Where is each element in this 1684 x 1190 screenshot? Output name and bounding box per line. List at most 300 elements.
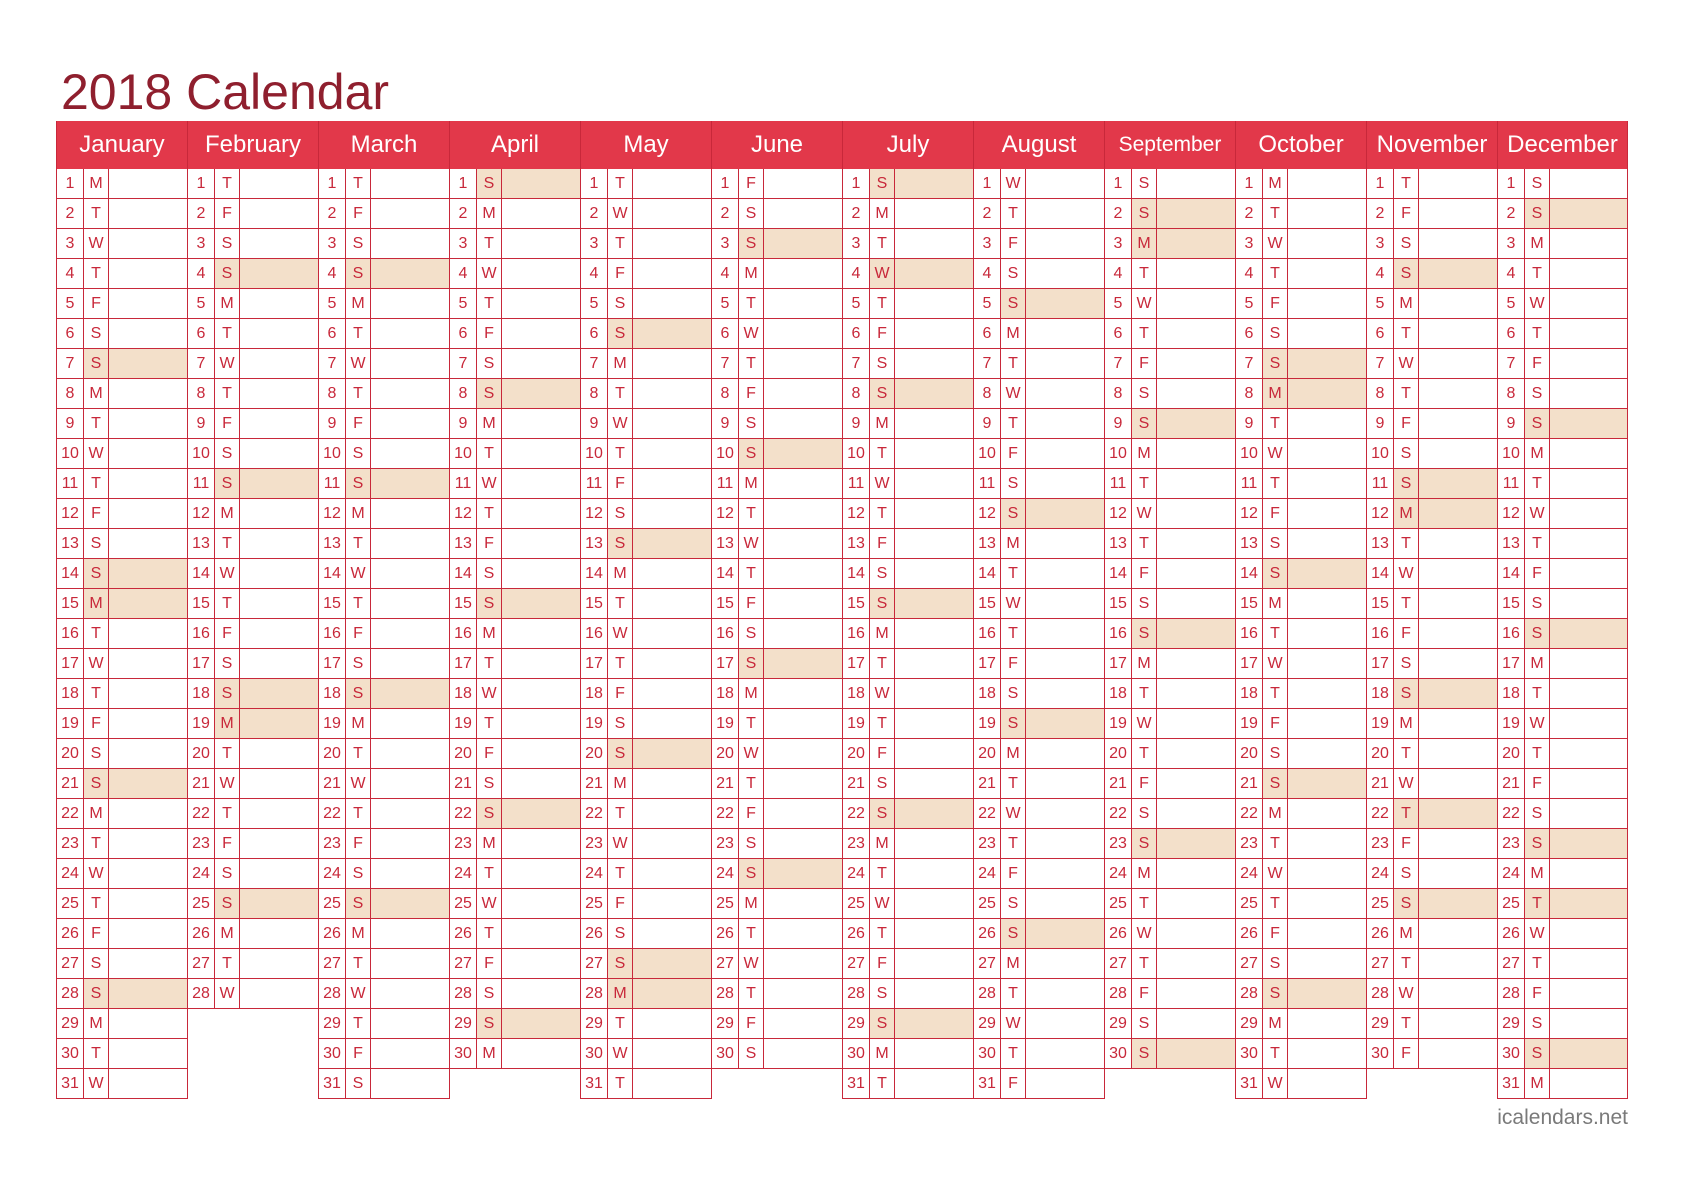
weekday-letter: S — [215, 469, 240, 498]
day-row — [581, 439, 711, 469]
day-row — [1236, 649, 1366, 679]
note-cell — [1419, 259, 1497, 288]
day-row — [1498, 709, 1627, 739]
day-number: 24 — [450, 859, 477, 888]
note-cell — [633, 829, 711, 858]
note-cell — [240, 289, 318, 318]
weekday-letter: S — [1525, 199, 1550, 228]
day-row — [1367, 289, 1497, 319]
day-number: 1 — [1236, 169, 1263, 198]
day-row — [1236, 259, 1366, 289]
day-number: 30 — [450, 1039, 477, 1068]
day-number: 18 — [974, 679, 1001, 708]
note-cell — [1026, 1009, 1104, 1038]
day-row — [1236, 529, 1366, 559]
note-cell — [764, 199, 842, 228]
weekday-letter: W — [84, 649, 109, 678]
day-row — [843, 499, 973, 529]
day-row — [188, 409, 318, 439]
weekday-letter: M — [346, 919, 371, 948]
day-number: 20 — [57, 739, 84, 768]
day-row — [450, 229, 580, 259]
weekday-letter: W — [84, 439, 109, 468]
day-number: 19 — [974, 709, 1001, 738]
day-row — [1367, 589, 1497, 619]
weekday-letter: T — [1263, 259, 1288, 288]
note-cell — [240, 499, 318, 528]
day-row — [1498, 379, 1627, 409]
day-row — [188, 979, 318, 1009]
note-cell — [633, 1069, 711, 1098]
note-cell — [764, 709, 842, 738]
weekday-letter: F — [870, 529, 895, 558]
note-cell — [764, 229, 842, 258]
day-row — [712, 1039, 842, 1069]
note-cell — [1026, 919, 1104, 948]
day-number: 15 — [1498, 589, 1525, 618]
day-number: 1 — [188, 169, 215, 198]
day-number: 31 — [57, 1069, 84, 1098]
day-number: 23 — [57, 829, 84, 858]
day-number: 19 — [1236, 709, 1263, 738]
weekday-letter: F — [1001, 1069, 1026, 1098]
note-cell — [371, 469, 449, 498]
day-row — [712, 169, 842, 199]
weekday-letter: W — [215, 559, 240, 588]
day-row — [974, 1039, 1104, 1069]
note-cell — [240, 529, 318, 558]
day-row — [188, 949, 318, 979]
day-number: 25 — [1367, 889, 1394, 918]
weekday-letter: F — [1394, 199, 1419, 228]
note-cell — [1419, 889, 1497, 918]
weekday-letter: F — [1525, 769, 1550, 798]
day-row — [188, 649, 318, 679]
day-number: 6 — [319, 319, 346, 348]
day-row — [319, 469, 449, 499]
day-number: 24 — [1105, 859, 1132, 888]
day-number: 29 — [1236, 1009, 1263, 1038]
weekday-letter: W — [1394, 769, 1419, 798]
note-cell — [633, 559, 711, 588]
day-row — [1236, 1039, 1366, 1069]
note-cell — [1550, 889, 1627, 918]
day-row — [1236, 559, 1366, 589]
page-title: 2018 Calendar — [61, 64, 390, 120]
note-cell — [240, 709, 318, 738]
day-row — [1367, 919, 1497, 949]
day-row — [843, 229, 973, 259]
note-cell — [502, 739, 580, 768]
note-cell — [1157, 979, 1235, 1008]
note-cell — [1550, 589, 1627, 618]
weekday-letter: W — [346, 349, 371, 378]
day-row — [57, 799, 187, 829]
day-row — [1498, 649, 1627, 679]
note-cell — [633, 799, 711, 828]
day-number: 28 — [450, 979, 477, 1008]
weekday-letter: S — [84, 949, 109, 978]
note-cell — [1157, 559, 1235, 588]
day-row — [581, 259, 711, 289]
weekday-letter: F — [608, 679, 633, 708]
weekday-letter: W — [84, 1069, 109, 1098]
weekday-letter: T — [870, 649, 895, 678]
day-row — [319, 349, 449, 379]
day-number: 8 — [450, 379, 477, 408]
note-cell — [1550, 709, 1627, 738]
day-row — [188, 349, 318, 379]
note-cell — [633, 289, 711, 318]
day-row — [450, 199, 580, 229]
note-cell — [1419, 379, 1497, 408]
note-cell — [1157, 769, 1235, 798]
weekday-letter: T — [1001, 1039, 1026, 1068]
day-row — [57, 949, 187, 979]
day-number: 20 — [188, 739, 215, 768]
weekday-letter: S — [1394, 889, 1419, 918]
note-cell — [1026, 1069, 1104, 1098]
day-number: 15 — [581, 589, 608, 618]
note-cell — [109, 889, 187, 918]
note-cell — [895, 769, 973, 798]
weekday-letter: W — [1263, 439, 1288, 468]
day-row — [188, 229, 318, 259]
day-row — [974, 319, 1104, 349]
day-row — [319, 589, 449, 619]
note-cell — [1026, 679, 1104, 708]
note-cell — [764, 379, 842, 408]
note-cell — [371, 439, 449, 468]
day-number: 30 — [1236, 1039, 1263, 1068]
day-row — [57, 1009, 187, 1039]
day-number: 1 — [843, 169, 870, 198]
day-number: 5 — [188, 289, 215, 318]
day-row — [843, 559, 973, 589]
weekday-letter: S — [608, 529, 633, 558]
day-row — [581, 649, 711, 679]
note-cell — [502, 679, 580, 708]
weekday-letter: T — [477, 919, 502, 948]
weekday-letter: S — [870, 559, 895, 588]
note-cell — [1419, 619, 1497, 648]
note-cell — [109, 769, 187, 798]
weekday-letter: S — [1263, 349, 1288, 378]
day-number: 6 — [57, 319, 84, 348]
day-number: 25 — [1105, 889, 1132, 918]
day-number: 31 — [581, 1069, 608, 1098]
weekday-letter: T — [1001, 829, 1026, 858]
note-cell — [109, 739, 187, 768]
day-row — [450, 499, 580, 529]
day-number: 23 — [712, 829, 739, 858]
day-row — [581, 859, 711, 889]
day-number: 9 — [581, 409, 608, 438]
day-row — [1236, 319, 1366, 349]
day-number: 3 — [57, 229, 84, 258]
weekday-letter: M — [477, 619, 502, 648]
day-number: 1 — [57, 169, 84, 198]
day-number: 8 — [974, 379, 1001, 408]
weekday-letter: M — [346, 499, 371, 528]
weekday-letter: W — [84, 229, 109, 258]
note-cell — [1550, 379, 1627, 408]
note-cell — [240, 439, 318, 468]
weekday-letter: S — [1001, 679, 1026, 708]
weekday-letter: S — [870, 769, 895, 798]
day-row — [712, 1009, 842, 1039]
day-number: 16 — [712, 619, 739, 648]
day-number: 12 — [712, 499, 739, 528]
day-row — [974, 649, 1104, 679]
day-number: 26 — [1498, 919, 1525, 948]
day-number: 21 — [188, 769, 215, 798]
weekday-letter: W — [215, 349, 240, 378]
day-row — [1236, 589, 1366, 619]
day-row — [1367, 259, 1497, 289]
note-cell — [1550, 829, 1627, 858]
day-row — [843, 769, 973, 799]
day-row — [1498, 229, 1627, 259]
day-row — [319, 709, 449, 739]
day-row — [712, 829, 842, 859]
note-cell — [1026, 709, 1104, 738]
day-number: 22 — [1236, 799, 1263, 828]
day-number: 26 — [188, 919, 215, 948]
weekday-letter: S — [1394, 649, 1419, 678]
day-row — [1105, 679, 1235, 709]
day-row — [581, 379, 711, 409]
weekday-letter: S — [608, 919, 633, 948]
weekday-letter: S — [870, 349, 895, 378]
day-row — [450, 319, 580, 349]
day-number: 10 — [319, 439, 346, 468]
note-cell — [1026, 439, 1104, 468]
day-number: 9 — [319, 409, 346, 438]
weekday-letter: T — [739, 559, 764, 588]
note-cell — [1550, 169, 1627, 198]
note-cell — [633, 589, 711, 618]
day-number: 13 — [712, 529, 739, 558]
weekday-letter: T — [1525, 679, 1550, 708]
day-number: 9 — [188, 409, 215, 438]
day-number: 22 — [188, 799, 215, 828]
day-row — [1105, 919, 1235, 949]
note-cell — [109, 289, 187, 318]
day-number: 27 — [1236, 949, 1263, 978]
note-cell — [240, 469, 318, 498]
note-cell — [764, 439, 842, 468]
weekday-letter: T — [1001, 769, 1026, 798]
weekday-letter: T — [1394, 1009, 1419, 1038]
weekday-letter: F — [477, 529, 502, 558]
day-number: 28 — [581, 979, 608, 1008]
note-cell — [371, 229, 449, 258]
weekday-letter: W — [1132, 919, 1157, 948]
day-number: 30 — [974, 1039, 1001, 1068]
day-row — [1105, 409, 1235, 439]
day-number: 3 — [843, 229, 870, 258]
note-cell — [1157, 1039, 1235, 1068]
day-number: 31 — [319, 1069, 346, 1098]
weekday-letter: T — [1263, 1039, 1288, 1068]
day-number: 18 — [581, 679, 608, 708]
note-cell — [895, 1069, 973, 1098]
month-header: August — [974, 121, 1104, 169]
day-row — [57, 679, 187, 709]
note-cell — [1026, 619, 1104, 648]
day-number: 7 — [581, 349, 608, 378]
day-row — [843, 259, 973, 289]
note-cell — [109, 499, 187, 528]
weekday-letter: W — [1263, 1069, 1288, 1098]
note-cell — [240, 259, 318, 288]
note-cell — [1026, 979, 1104, 1008]
note-cell — [895, 829, 973, 858]
day-row — [843, 739, 973, 769]
note-cell — [502, 439, 580, 468]
note-cell — [764, 319, 842, 348]
weekday-letter: W — [1394, 559, 1419, 588]
day-number: 7 — [1105, 349, 1132, 378]
day-row — [1498, 469, 1627, 499]
day-number: 16 — [1236, 619, 1263, 648]
weekday-letter: F — [608, 889, 633, 918]
note-cell — [764, 259, 842, 288]
weekday-letter: S — [1001, 469, 1026, 498]
note-cell — [240, 769, 318, 798]
day-row — [188, 499, 318, 529]
day-row — [1367, 739, 1497, 769]
day-number: 4 — [843, 259, 870, 288]
day-row — [450, 1009, 580, 1039]
weekday-letter: T — [739, 979, 764, 1008]
day-number: 11 — [581, 469, 608, 498]
day-number: 29 — [57, 1009, 84, 1038]
day-number: 3 — [450, 229, 477, 258]
note-cell — [633, 649, 711, 678]
month-column-october — [1235, 121, 1366, 1099]
note-cell — [1157, 919, 1235, 948]
note-cell — [895, 169, 973, 198]
day-number: 9 — [1105, 409, 1132, 438]
day-number: 19 — [581, 709, 608, 738]
note-cell — [633, 259, 711, 288]
weekday-letter: S — [739, 229, 764, 258]
note-cell — [502, 829, 580, 858]
note-cell — [1419, 739, 1497, 768]
note-cell — [371, 619, 449, 648]
note-cell — [764, 679, 842, 708]
note-cell — [1288, 169, 1366, 198]
weekday-letter: T — [346, 529, 371, 558]
weekday-letter: S — [215, 679, 240, 708]
day-row — [712, 319, 842, 349]
day-number: 20 — [1105, 739, 1132, 768]
day-number: 27 — [1498, 949, 1525, 978]
day-row — [712, 979, 842, 1009]
note-cell — [895, 679, 973, 708]
day-row — [1105, 649, 1235, 679]
day-row — [1367, 979, 1497, 1009]
weekday-letter: S — [215, 649, 240, 678]
day-number: 11 — [1367, 469, 1394, 498]
note-cell — [240, 589, 318, 618]
day-row — [581, 319, 711, 349]
day-number: 3 — [1367, 229, 1394, 258]
day-number: 27 — [581, 949, 608, 978]
day-row — [1105, 799, 1235, 829]
weekday-letter: S — [1001, 919, 1026, 948]
note-cell — [1419, 829, 1497, 858]
note-cell — [1288, 379, 1366, 408]
day-number: 17 — [188, 649, 215, 678]
note-cell — [1288, 859, 1366, 888]
day-number: 25 — [319, 889, 346, 918]
day-row — [1367, 649, 1497, 679]
note-cell — [109, 649, 187, 678]
weekday-letter: F — [1001, 229, 1026, 258]
note-cell — [371, 889, 449, 918]
day-row — [1236, 829, 1366, 859]
day-row — [1367, 889, 1497, 919]
day-row — [974, 889, 1104, 919]
day-number: 4 — [57, 259, 84, 288]
year-calendar-grid — [56, 121, 1628, 1099]
day-row — [1367, 859, 1497, 889]
note-cell — [895, 289, 973, 318]
note-cell — [1419, 499, 1497, 528]
month-column-august — [973, 121, 1104, 1099]
weekday-letter: S — [1001, 709, 1026, 738]
day-row — [1105, 589, 1235, 619]
weekday-letter: W — [739, 739, 764, 768]
note-cell — [371, 259, 449, 288]
day-row — [1498, 529, 1627, 559]
day-row — [450, 469, 580, 499]
note-cell — [1026, 169, 1104, 198]
weekday-letter: T — [1394, 949, 1419, 978]
day-number: 15 — [1367, 589, 1394, 618]
note-cell — [1550, 979, 1627, 1008]
weekday-letter: M — [608, 559, 633, 588]
note-cell — [502, 949, 580, 978]
note-cell — [633, 709, 711, 738]
day-row — [188, 619, 318, 649]
day-number: 8 — [581, 379, 608, 408]
weekday-letter: S — [1132, 169, 1157, 198]
weekday-letter: W — [870, 259, 895, 288]
note-cell — [1550, 259, 1627, 288]
note-cell — [502, 229, 580, 258]
day-number: 18 — [319, 679, 346, 708]
day-row — [1498, 799, 1627, 829]
note-cell — [764, 409, 842, 438]
day-number: 15 — [319, 589, 346, 618]
day-number: 26 — [581, 919, 608, 948]
day-row — [450, 949, 580, 979]
weekday-letter: S — [477, 979, 502, 1008]
day-row — [1498, 739, 1627, 769]
day-row — [712, 349, 842, 379]
weekday-letter: W — [1263, 229, 1288, 258]
day-row — [1236, 229, 1366, 259]
note-cell — [895, 559, 973, 588]
note-cell — [895, 709, 973, 738]
note-cell — [1288, 229, 1366, 258]
weekday-letter: S — [84, 529, 109, 558]
note-cell — [240, 979, 318, 1008]
